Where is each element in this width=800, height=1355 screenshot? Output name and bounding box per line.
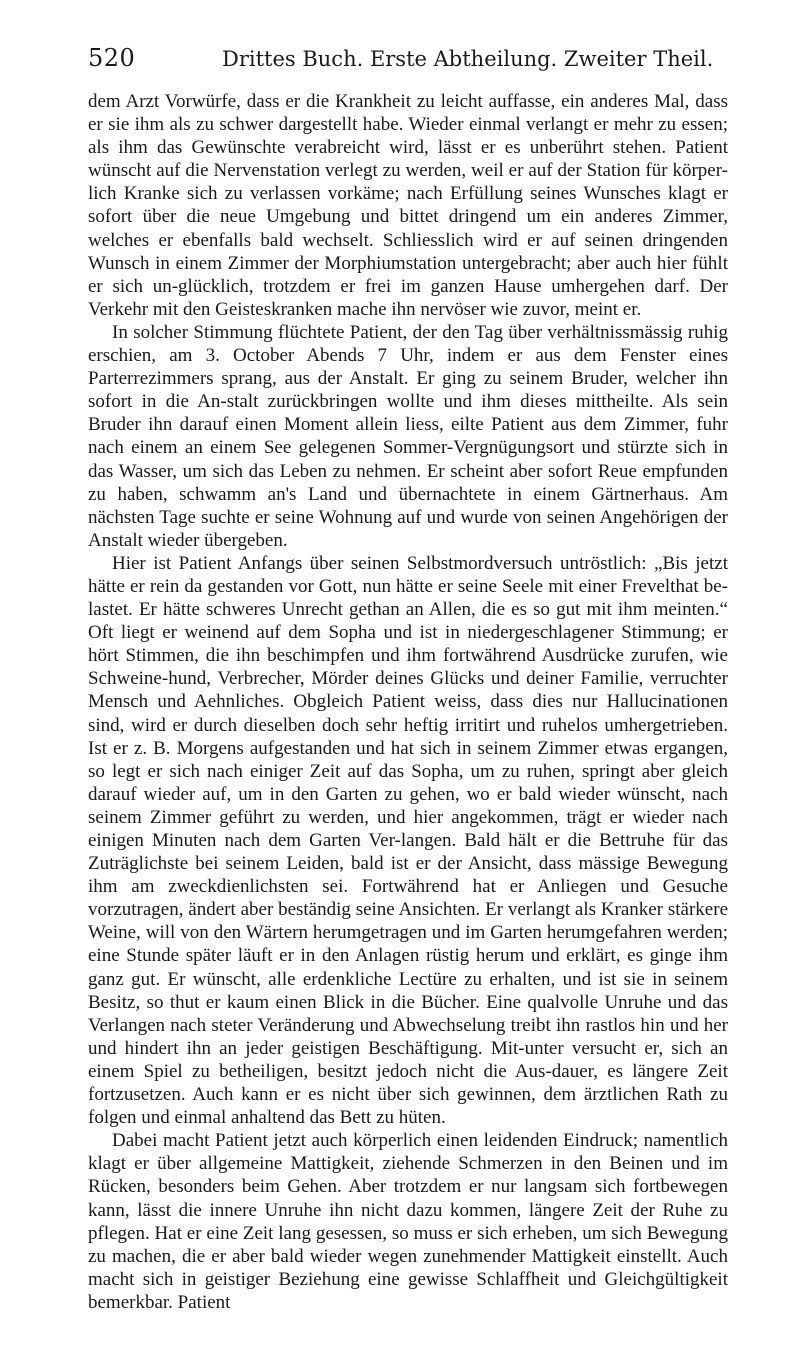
running-head: Drittes Buch. Erste Abtheilung. Zweiter Theil. — [222, 47, 714, 71]
paragraph: In solcher Stimmung flüchtete Patient, der den Tag über verhältnissmässig ruhig erschien, am 3. October Abends 7 Uhr, indem er aus dem Fenster eines Parterrezimmers sprang, aus der Anstalt. Er ging zu seinem Bruder, welcher ihn sofort in die An-stalt zurückbringen wollte und ihm dieses mittheilte. Als sein Bruder ihn darauf einen Moment allein liess, eilte Patient aus dem Zimmer, fuhr nach einem an einem See gelegenen Sommer-Vergnügungsort und stürzte sich in das Wasser, um sich das Leben zu nehmen. Er scheint aber sofort Reue empfunden zu haben, schwamm an's Land und übernachtete in einem Gärtnerhaus. Am nächsten Tage suchte er seine Wohnung auf und wurde von seinen Angehörigen der Anstalt wieder übergeben. — [88, 321, 728, 551]
body-text — [88, 90, 728, 1314]
page-number: 520 — [88, 44, 136, 72]
page-header — [88, 44, 728, 74]
paragraph: Dabei macht Patient jetzt auch körperlich einen leidenden Eindruck; namentlich klagt er über allgemeine Mattigkeit, ziehende Schmerzen in den Beinen und im Rücken, besonders beim Gehen. Aber trotzdem er nur langsam sich fortbewegen kann, lässt die innere Unruhe ihn nicht dazu kommen, längere Zeit der Ruhe zu pflegen. Hat er eine Zeit lang gesessen, so muss er sich erheben, um sich Bewegung zu machen, die er aber bald wieder wegen zunehmender Mattigkeit einstellt. Auch macht sich in geistiger Beziehung eine gewisse Schlaffheit und Gleichgültigkeit bemerkbar. Patient — [88, 1130, 728, 1313]
paragraph: dem Arzt Vorwürfe, dass er die Krankheit zu leicht auffasse, ein anderes Mal, dass er sie ihm als zu schwer dargestellt habe. Wieder einmal verlangt er mehr zu essen; als ihm das Gewünschte verabreicht wird, lässt er es unberührt stehen. Patient wünscht auf die Nervenstation verlegt zu werden, weil er auf der Station für körper-lich Kranke sich zu verlassen vorkäme; nach Erfüllung seines Wunsches klagt er sofort über die neue Umgebung und bittet dringend um ein anderes Zimmer, welches er ebenfalls bald wechselt. Schliesslich wird er auf seinen dringenden Wunsch in einem Zimmer der Morphiumstation untergebracht; aber auch hier fühlt er sich un-glücklich, trotzdem er frei im ganzen Hause umhergehen darf. Der Verkehr mit den Geisteskranken mache ihn nervöser wie zuvor, meint er. — [88, 91, 728, 320]
paragraph: Hier ist Patient Anfangs über seinen Selbstmordversuch untröstlich: „Bis jetzt hätte er rein da gestanden vor Gott, nun hätte er seine Seele mit einer Frevelthat be-lastet. Er hätte schweres Unrecht gethan an Allen, die es so gut mit ihm meinten.“ Oft liegt er weinend auf dem Sopha und ist in niedergeschlagener Stimmung; er hört Stimmen, die ihn beschimpfen und ihm fortwährend Ausdrücke zurufen, wie Schweine-hund, Verbrecher, Mörder deines Glücks und deiner Familie, verruchter Mensch und Aehnliches. Obgleich Patient weiss, dass dies nur Hallucinationen sind, wird er durch dieselben doch sehr heftig irritirt und ruhelos umhergetrieben. Ist er z. B. Morgens aufgestanden und hat sich in seinem Zimmer etwas ergangen, so legt er sich nach einiger Zeit auf das Sopha, um zu ruhen, springt aber gleich darauf wieder auf, um in den Garten zu gehen, wo er bald wieder wünscht, nach seinem Zimmer geführt zu werden, und hier angekommen, trägt er wieder nach einigen Minuten nach dem Garten Ver-langen. Bald hält er die Bettruhe für das Zuträglichste bei seinem Leiden, bald ist er der Ansicht, dass mässige Bewegung ihm am zweckdienlichsten sei. Fortwährend hat er Anliegen und Gesuche vorzutragen, ändert aber beständig seine Ansichten. Er verlangt als Kranker stärkere Weine, will von den Wärtern herumgetragen und im Garten herumgefahren werden; eine Stunde später läuft er in den Anlagen rüstig herum und erklärt, es ginge ihm ganz gut. Er wünscht, alle erdenkliche Lectüre zu erhalten, und ist sie in seinem Besitz, so thut er kaum einen Blick in die Bücher. Eine qualvolle Unruhe und das Verlangen nach steter Veränderung und Abwechselung treibt ihn rastlos hin und her und hindert ihn an jeder geistigen Beschäftigung. Mit-unter versucht er, sich an einem Spiel zu betheiligen, besitzt jedoch nicht die Aus-dauer, es längere Zeit fortzusetzen. Auch kann er es nicht über sich gewinnen, dem ärztlichen Rath zu folgen und einmal anhaltend das Bett zu hüten. — [88, 552, 728, 1129]
